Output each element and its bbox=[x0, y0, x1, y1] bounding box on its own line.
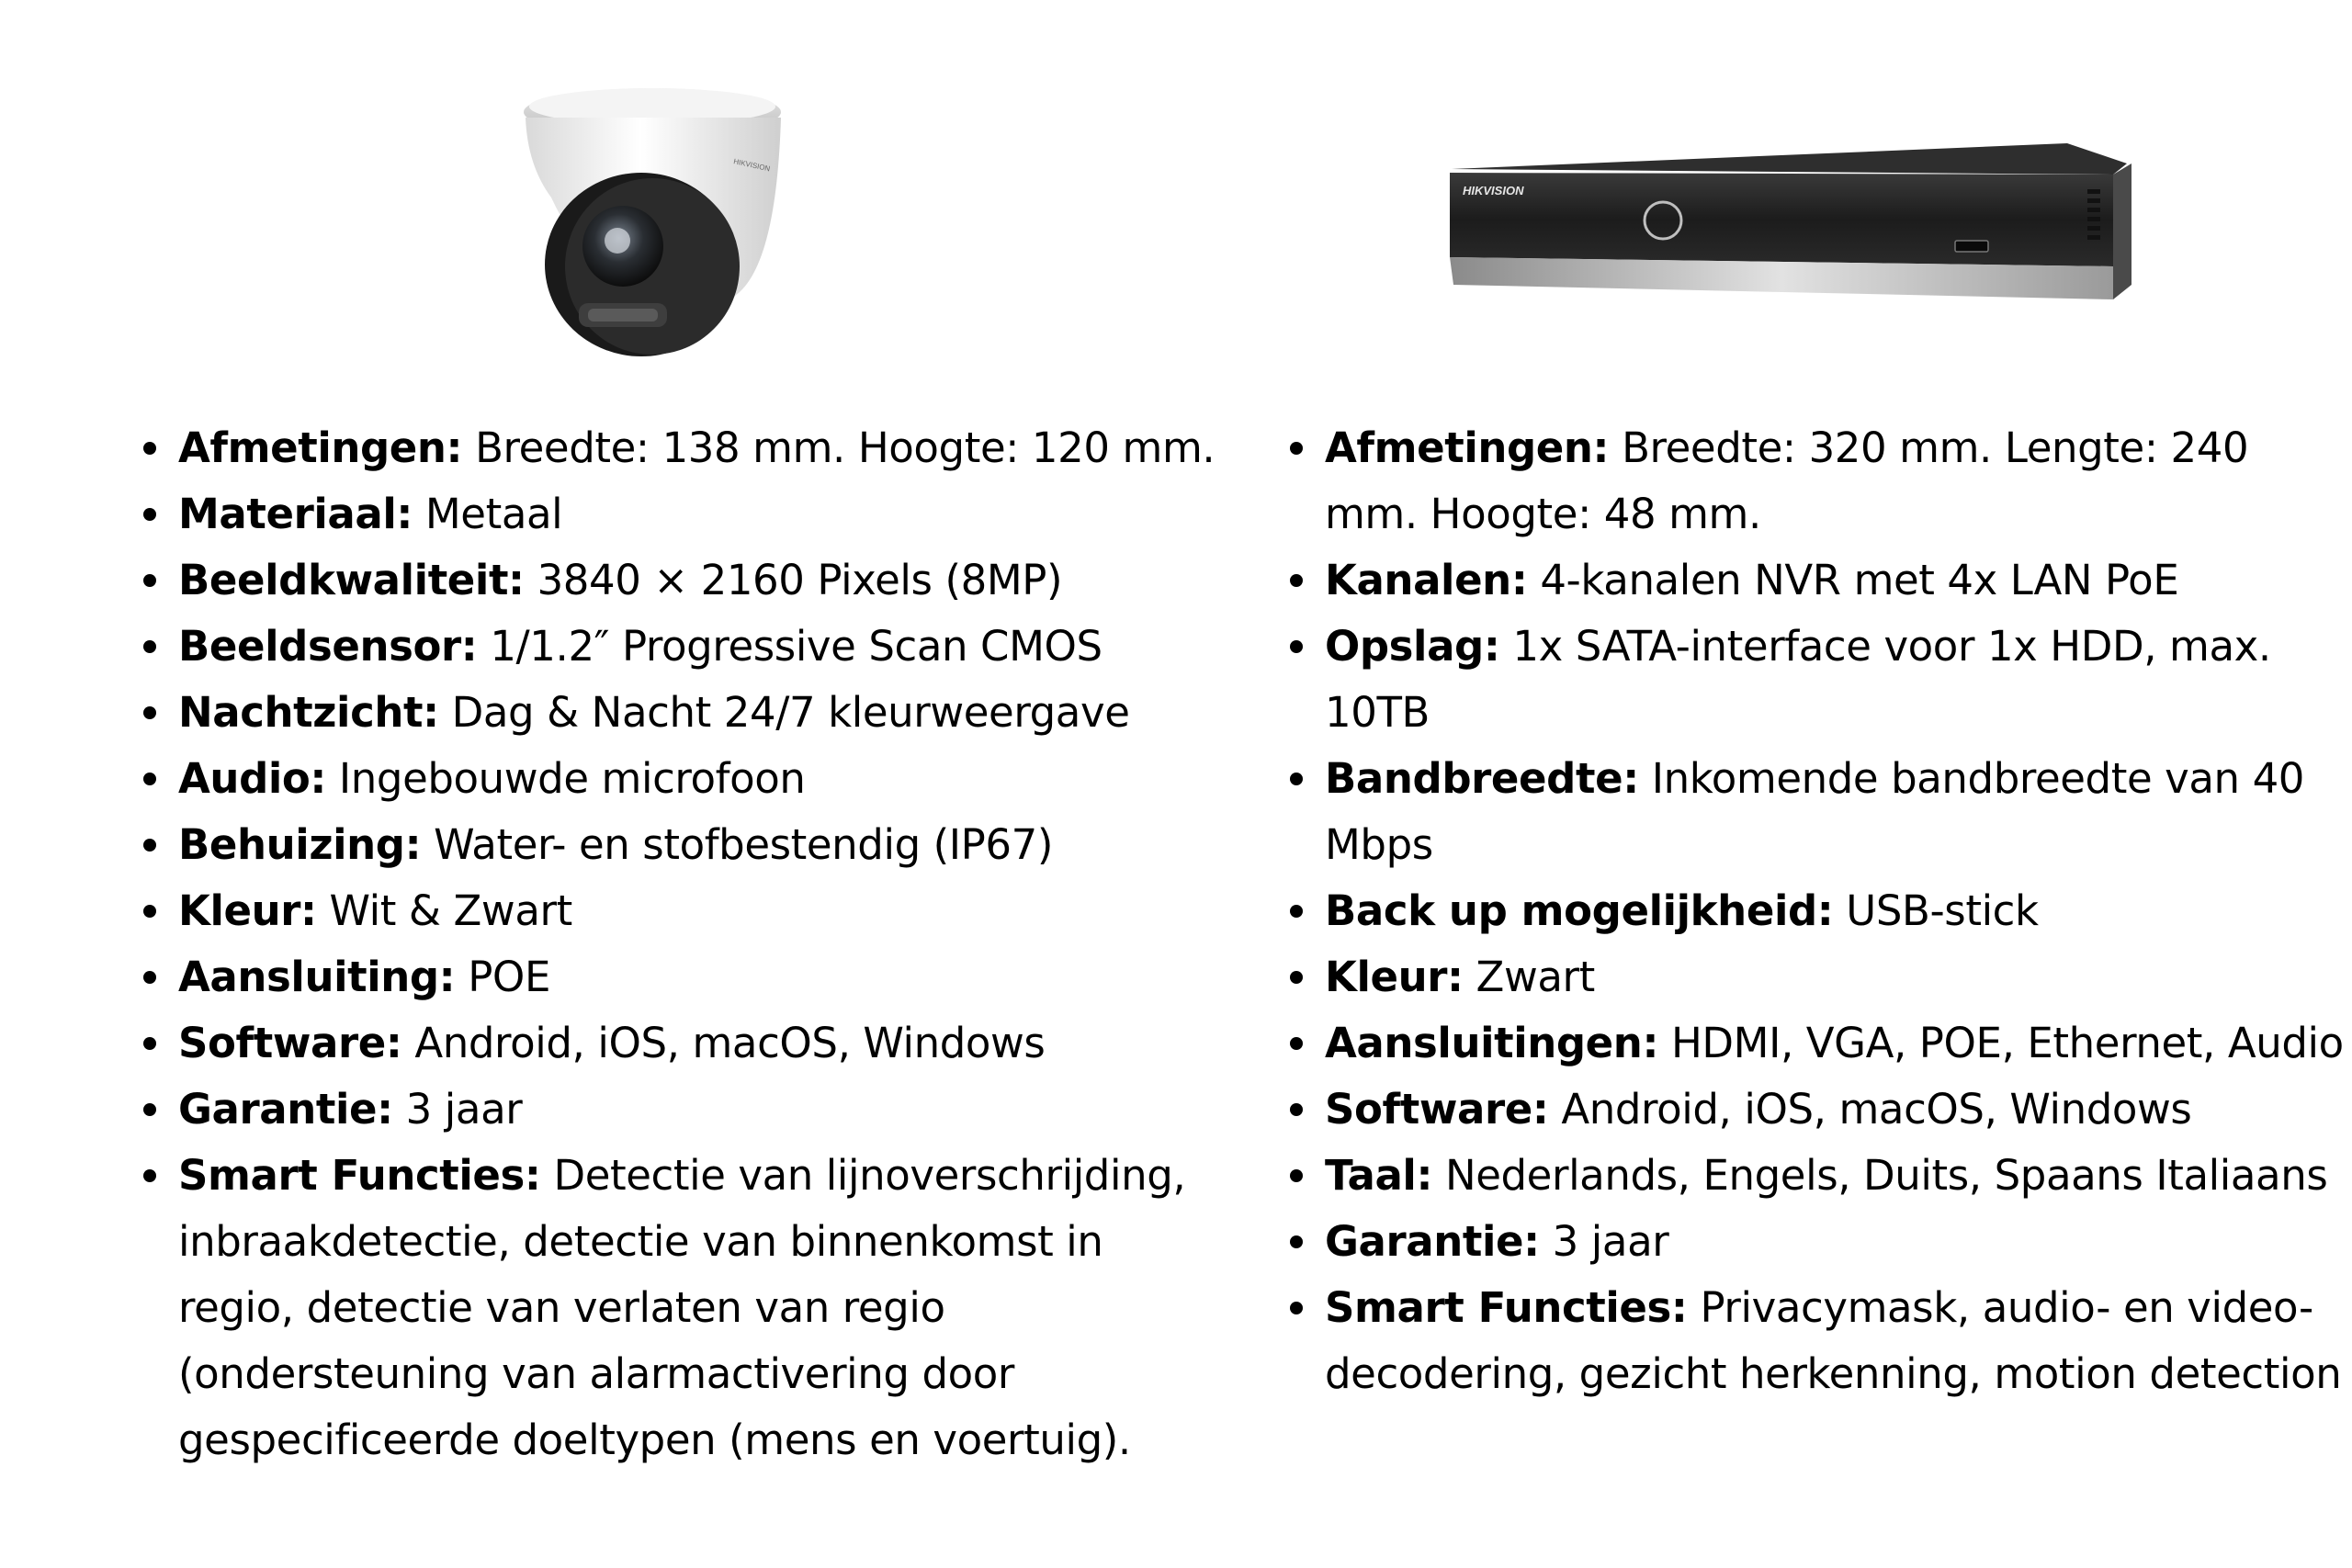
nvr-spec-list bbox=[1284, 415, 2350, 1407]
spec-item-aansluitingen bbox=[1284, 1010, 2350, 1077]
spec-item-behuizing bbox=[138, 812, 1222, 878]
spec-item-bandbreedte bbox=[1284, 746, 2350, 878]
spec-label: Taal: bbox=[1325, 1151, 1433, 1200]
spec-item-opslag bbox=[1284, 614, 2350, 746]
spec-label: Kleur: bbox=[178, 886, 317, 935]
camera-spec-section bbox=[138, 415, 1222, 1473]
spec-value: 3 jaar bbox=[405, 1085, 523, 1134]
spec-label: Aansluitingen: bbox=[1325, 1019, 1659, 1067]
spec-value: Privacymask, audio- en video-decodering, gezicht herkenning, motion detection bbox=[1325, 1283, 2342, 1398]
nvr-spec-section bbox=[1284, 415, 2350, 1407]
spec-label: Aansluiting: bbox=[178, 953, 456, 1001]
dome-camera-icon bbox=[514, 83, 808, 367]
spec-value: Zwart bbox=[1476, 953, 1595, 1001]
spec-value: 1/1.2″ Progressive Scan CMOS bbox=[490, 622, 1102, 671]
spec-value: 1x SATA-interface voor 1x HDD, max. 10TB bbox=[1325, 622, 2271, 737]
spec-value: Android, iOS, macOS, Windows bbox=[414, 1019, 1046, 1067]
spec-label: Back up mogelijkheid: bbox=[1325, 886, 1834, 935]
spec-item-kleur bbox=[138, 878, 1222, 944]
spec-label: Software: bbox=[178, 1019, 402, 1067]
spec-item-afmetingen bbox=[1284, 415, 2350, 547]
spec-value: 4-kanalen NVR met 4x LAN PoE bbox=[1540, 556, 2179, 604]
spec-value: Breedte: 320 mm. Lengte: 240 mm. Hoogte: 48 mm. bbox=[1325, 423, 2249, 538]
spec-item-software bbox=[138, 1010, 1222, 1077]
svg-text:HIKVISION: HIKVISION bbox=[732, 157, 772, 174]
spec-label: Nachtzicht: bbox=[178, 688, 439, 737]
spec-value: HDMI, VGA, POE, Ethernet, Audio bbox=[1670, 1019, 2344, 1067]
spec-label: Garantie: bbox=[178, 1085, 393, 1134]
spec-item-kleur bbox=[1284, 944, 2350, 1010]
spec-label: Afmetingen: bbox=[178, 423, 463, 472]
spec-label: Beeldsensor: bbox=[178, 622, 478, 671]
spec-value: Metaal bbox=[424, 490, 563, 538]
spec-value: Water- en stofbestendig (IP67) bbox=[434, 820, 1054, 869]
spec-item-beeldkwaliteit bbox=[138, 547, 1222, 614]
spec-item-back-up bbox=[1284, 878, 2350, 944]
spec-value: Breedte: 138 mm. Hoogte: 120 mm. bbox=[475, 423, 1216, 472]
spec-value: Detectie van lijnoverschrijding, inbraakdetectie, detectie van binnenkomst in regio, detectie van verlaten van regio (ondersteuning van alarmactivering door gespecificeerde doeltypen (mens en voertuig). bbox=[178, 1151, 1186, 1464]
spec-item-smart-functies bbox=[138, 1143, 1222, 1473]
spec-item-materiaal bbox=[138, 481, 1222, 547]
spec-label: Software: bbox=[1325, 1085, 1549, 1134]
spec-value: Ingebouwde microfoon bbox=[338, 754, 806, 803]
spec-item-audio bbox=[138, 746, 1222, 812]
spec-label: Materiaal: bbox=[178, 490, 413, 538]
spec-label: Audio: bbox=[178, 754, 327, 803]
spec-item-software bbox=[1284, 1077, 2350, 1143]
spec-label: Afmetingen: bbox=[1325, 423, 1610, 472]
nvr-recorder-icon bbox=[1433, 138, 2150, 312]
svg-text:HIKVISION: HIKVISION bbox=[1463, 184, 1524, 197]
spec-value: Dag & Nacht 24/7 kleurweergave bbox=[451, 688, 1130, 737]
spec-item-afmetingen bbox=[138, 415, 1222, 481]
spec-value: Inkomende bandbreedte van 40 Mbps bbox=[1325, 754, 2305, 869]
spec-value: 3840 × 2160 Pixels (8MP) bbox=[537, 556, 1063, 604]
spec-value: Wit & Zwart bbox=[329, 886, 572, 935]
spec-item-garantie bbox=[138, 1077, 1222, 1143]
spec-label: Beeldkwaliteit: bbox=[178, 556, 525, 604]
spec-label: Behuizing: bbox=[178, 820, 422, 869]
spec-label: Smart Functies: bbox=[178, 1151, 541, 1200]
spec-item-garantie bbox=[1284, 1209, 2350, 1275]
spec-value: 3 jaar bbox=[1552, 1217, 1669, 1266]
camera-spec-list bbox=[138, 415, 1222, 1473]
spec-value: Nederlands, Engels, Duits, Spaans Italiaans bbox=[1444, 1151, 2328, 1200]
spec-value: POE bbox=[468, 953, 550, 1001]
spec-label: Kleur: bbox=[1325, 953, 1464, 1001]
spec-label: Bandbreedte: bbox=[1325, 754, 1639, 803]
spec-item-smart-functies bbox=[1284, 1275, 2350, 1407]
spec-item-kanalen bbox=[1284, 547, 2350, 614]
spec-value: Android, iOS, macOS, Windows bbox=[1561, 1085, 2192, 1134]
spec-item-aansluiting bbox=[138, 944, 1222, 1010]
spec-label: Smart Functies: bbox=[1325, 1283, 1688, 1332]
spec-label: Opslag: bbox=[1325, 622, 1500, 671]
spec-label: Garantie: bbox=[1325, 1217, 1540, 1266]
spec-item-beeldsensor bbox=[138, 614, 1222, 680]
spec-item-nachtzicht bbox=[138, 680, 1222, 746]
spec-item-taal bbox=[1284, 1143, 2350, 1209]
spec-label: Kanalen: bbox=[1325, 556, 1528, 604]
spec-value: USB-stick bbox=[1846, 886, 2039, 935]
